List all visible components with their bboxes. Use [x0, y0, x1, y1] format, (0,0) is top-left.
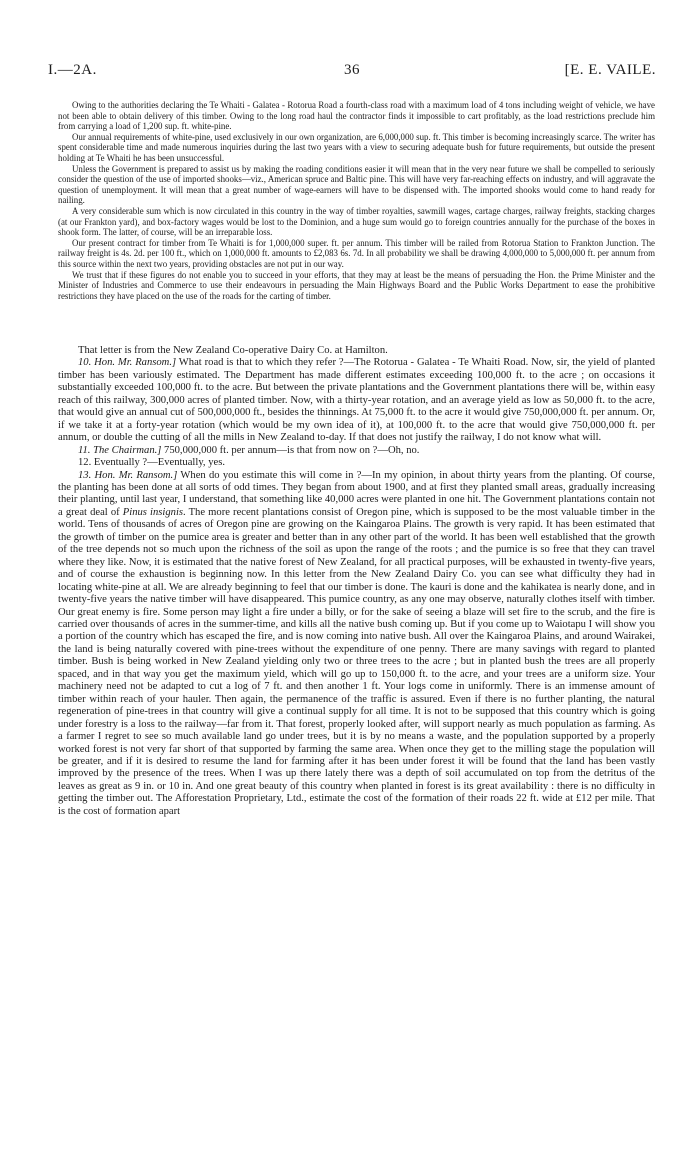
speaker-reference: 11. The Chairman.]	[78, 444, 162, 456]
letter-paragraph: A very considerable sum which is now circulated in this country in the way of timber royalties, sawmill wages, cartage charges, railway freights, stacking charges (at our Frankton yard), and box-factory wages would be lost to the Dominion, and a huge sum would go to foreign countries annually for the purchase of the boxes in shook form. The latter, of course, will be an irreparable loss.	[58, 205, 655, 238]
question-11	[58, 445, 655, 457]
paper-reference: I.—2A.	[48, 62, 97, 78]
speaker-reference: 13. Hon. Mr. Ransom.]	[78, 469, 178, 481]
evidence-body	[58, 345, 655, 818]
question-12: 12. Eventually ?—Eventually, yes.	[78, 457, 225, 469]
letter-paragraph: We trust that if these figures do not enable you to succeed in your efforts, that they may at least be the means of persuading the Hon. the Prime Minister and the Minister of Industries and Commerce to use their endeavours in persuading the Main Highways Board and the Public Works Department to ease the prohibitive restrictions they have placed on the use of the roads for the carting of timber.	[58, 269, 655, 301]
letter-paragraph: Unless the Government is prepared to assist us by making the roading conditions easier it will mean that in the very near future we shall be compelled to seriously consider the question of the use of imported shooks—viz., American spruce and Baltic pine. This will have very far-reaching effects on industry, and will aggravate the question of unemployment. It will mean that a great number of wage-earners will have to be dispensed with. The imported shooks would come to hand ready for nailing.	[58, 163, 655, 206]
question-10	[58, 357, 655, 444]
answer-text: . The more recent plantations consist of Oregon pine, which is supposed to be the most valuable timber in the world. Tens of thousands of acres of Oregon pine are growing on the Kaingaroa Plains. The growth is very rapid. It has been estimated that the growth of timber on the pumice area is greater and better than in any other part of the world. It has been well established that the growth of the tree depends not so much upon the richness of the soil as upon the range of the roots ; and the pumice is so free that they can travel where they like. Now, it is estimated that the native forest of New Zealand, for all practical purposes, will be exhausted in twenty-five years, and of course the exhaustion is beginning now. In this letter from the New Zealand Dairy Co. you can see what difficulty they had in locating white-pine at all. We are already beginning to feel that our timber is done. The kauri is done and the kahikatea is nearly done, and in twenty-five years the native timber will have disappeared. This pumice country, as any one may observe, naturally clothes itself with timber. Our great enemy is fire. Some person may light a fire under a billy, or for the sake of seeing a blaze will set fire to the scrub, and the fire is carried over thousands of acres in the summer-time, and kills all the native bush coming up. But if you come up to Waiotapu I will show you a portion of the country which has escaped the fire, and is now coming into native bush. All over the Kaingaroa Plains, and around Wairakei, the land is being naturally covered with pine-trees without the expenditure of one penny. There are many savings with regard to planted timber. Bush is being worked in New Zealand yielding only two or three trees to the acre ; but in planted bush the trees are all properly spaced, and in that way you get the maximum yield, which will go up to 150,000 ft. to the acre, and your trees are a uniform size. Your machinery need not be adapted to cut a log of 7 ft. and then another 1 ft. Your logs come in uniformly. There is an immense amount of timber within reach of your hauler. Then again, the permanence of the traffic is assured. Even if there is no further planting, the natural regeneration of pine-trees in that country will give a continual supply for all time. It is not to be supposed that this country which is going under forestry is a loss to the railway—far from it. That forest, properly looked after, will support nearly as much population as farming. As a farmer I regret to see so much available land go under trees, but it is by no means a waste, and the population supported by a properly worked forest is not very far short of that supported by farming the same area. When once they get to the milling stage the population will be greater, and if it is desired to resume the land for farming after it has been under forest it will be found that the land has been vastly improved by the presence of the trees. When I was up there lately there was a depth of soil accumulated on top from the detritus of the leaves as great as 9 in. or 10 in. And one great beauty of this country when planted in forest is its great availability : there is no difficulty in getting the timber out. The Afforestation Proprietary, Ltd., estimate the cost of the formation of their roads 22 ft. wide at £12 per mile. That is the cost of formation apart	[58, 506, 655, 817]
letter-paragraph: Our present contract for timber from Te Whaiti is for 1,000,000 super. ft. per annum. This timber will be railed from Rotorua Station to Frankton Junction. The railway freight is 4s. 2d. per 100 ft., which on 1,000,000 ft. amounts to £2,083 6s. 7d. In all probability we shall be drawing 4,000,000 to 5,000,000 ft. per annum from this source within the next two years, providing obstacles are not put in our way.	[58, 237, 655, 269]
body-paragraph: That letter is from the New Zealand Co-operative Dairy Co. at Hamilton.	[78, 345, 388, 356]
answer-text: 750,000,000 ft. per annum—is that from now on ?—Oh, no.	[161, 444, 420, 456]
answer-text: What road is that to which they refer ?—The Rotorua - Galatea - Te Whaiti Road. Now, sir, the yield of planted timber has been variously estimated. The Department has made different estimates exceeding 100,000 ft. to the acre ; on occasions it substantially exceeded 100,000 ft. to the acre. But between the private plantations and the Government plantations there will be, within easy reach of this railway, 300,000 acres of planted timber. Now, with a thirty-year rotation, and an average yield as low as 50,000 ft. to the acre, that would give an annual cut of 500,000,000 ft., besides the thinnings. At 75,000 ft. to the acre it would give 750,000,000 ft. per annum. Or, if we take it at a forty-year rotation (which would be my own idea of it), at 100,000 ft. to the acre that would give 750,000,000 ft. per annum, or double the cutting of all the mills in New Zealand to-day. If that does not justify the railway, I do not know what will.	[58, 357, 655, 444]
page-header	[48, 62, 656, 82]
quoted-letter	[58, 100, 655, 301]
speaker-reference: 10. Hon. Mr. Ransom.]	[78, 357, 177, 369]
page-number: 36	[344, 62, 360, 78]
answer-text: When do you estimate this will come in ?—In my opinion, in about thirty years from the planting. Of course, the planting has been done at all sorts of odd times. They began from about 1900, and at first they planted small areas, gradually increasing their planting, until last year, I understand, that something like 40,000 acres were planted in one hit. The Government plantations contain not a great deal of	[58, 469, 655, 518]
letter-paragraph: Our annual requirements of white-pine, used exclusively in our own organization, are 6,000,000 sup. ft. This timber is becoming increasingly scarce. The writer has spent considerable time and made numerous inquiries during the last two years with a view to securing adequate bush for future requirements, but outside the present holding at Te Whaiti he has been unsuccessful.	[58, 131, 655, 163]
letter-paragraph: Owing to the authorities declaring the Te Whaiti - Galatea - Rotorua Road a fourth-class road with a maximum load of 4 tons including weight of vehicle, we have not been able to obtain delivery of this timber. Owing to the long road haul the contractor finds it impossible to cart profitably, as the load restrictions preclude him from carrying a load of 1,200 sup. ft. white-pine.	[58, 100, 655, 132]
witness-name: [E. E. VAILE.	[564, 62, 656, 78]
species-name: Pinus insignis	[122, 506, 184, 518]
question-13	[58, 470, 655, 819]
